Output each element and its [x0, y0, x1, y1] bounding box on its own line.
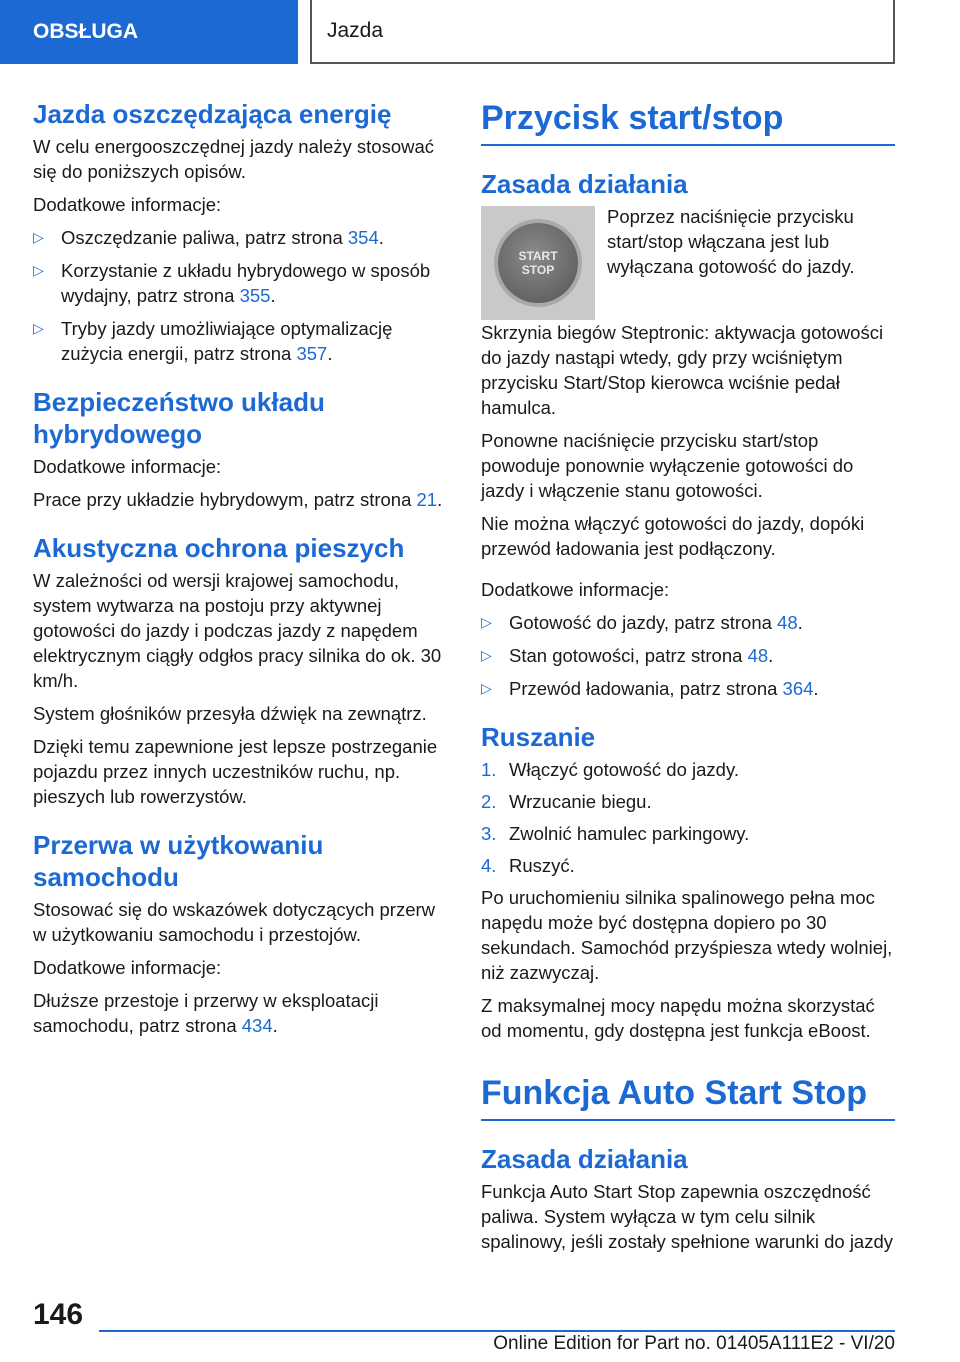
triangle-bullet-icon: ▷: [481, 680, 492, 696]
start-button-row: [481, 204, 895, 320]
break-heading: Przerwa w użytkowaniu samochodu: [33, 830, 324, 892]
principle-paragraph: Nie można włączyć gotowości do jazdy, dopóki przewód ładowania jest podłączony.: [481, 513, 865, 559]
eco-heading: Jazda oszczędzająca energię: [33, 99, 392, 129]
principle-paragraph: Ponowne naciśnięcie przycisku start/stop powoduje ponownie wyłączenie gotowości do jazdy i włączenie stanu gotowości.: [481, 430, 854, 501]
page-link[interactable]: 48: [777, 612, 798, 633]
break-paragraph: Stosować się do wskazówek dotyczących przerw w użytkowaniu samochodu i przestojów.: [33, 899, 436, 945]
auto-principle-heading: Zasada działania: [481, 1144, 688, 1174]
triangle-bullet-icon: ▷: [33, 262, 44, 278]
principle-paragraph: Poprzez naciśnięcie przycisku start/stop włączana jest lub wyłączana gotowość do jazdy.: [607, 206, 855, 277]
page-link[interactable]: 357: [296, 343, 328, 364]
page-link[interactable]: 364: [782, 678, 814, 699]
list-item: ▷ Gotowość do jazdy, patrz strona 48.: [481, 612, 803, 633]
list-item-text: Oszczędzanie paliwa, patrz strona: [61, 227, 348, 248]
triangle-bullet-icon: ▷: [33, 320, 44, 336]
list-item: ▷ Stan gotowości, patrz strona 48.: [481, 645, 774, 666]
page-link[interactable]: 21: [416, 489, 438, 510]
acoustic-paragraph: Dzięki temu zapewnione jest lepsze postrzeganie pojazdu przez innych uczestników ruchu, np. pieszych lub rowerzystów.: [33, 736, 438, 807]
step-item: 4. Ruszyć.: [481, 855, 575, 876]
list-item-text: Stan gotowości, patrz strona: [509, 645, 748, 666]
safety-paragraph: Prace przy układzie hybrydowym, patrz strona 21.: [33, 489, 443, 510]
drive-paragraph: Po uruchomieniu silnika spalinowego pełna moc napędu może być dostępna dopiero po 30 sekundach. Samochód przyśpiesza wtedy wolniej, niż zazwyczaj.: [481, 887, 893, 983]
drive-heading: Ruszanie: [481, 722, 596, 752]
page-number: 146: [33, 1298, 84, 1331]
drive-paragraph: Z maksymalnej mocy napędu można skorzystać od momentu, gdy dostępna jest funkcja eBoost.: [481, 995, 875, 1041]
list-item: ▷ Przewód ładowania, patrz strona 364.: [481, 678, 819, 699]
page-link[interactable]: 354: [347, 227, 379, 248]
acoustic-paragraph: W zależności od wersji krajowej samochodu, system wytwarza na postoju przy aktywnej gotowości do jazdy i podczas jazdy z napędem elektrycznym ciągły odgłos pracy silnika do ok. 30 km/h.: [33, 570, 442, 691]
section-tab: [0, 0, 298, 64]
list-item-text: Przewód ładowania, patrz strona: [509, 678, 783, 699]
start-stop-button-image: [481, 206, 595, 320]
safety-info-label: Dodatkowe informacje:: [33, 456, 222, 477]
footer-divider: [99, 1330, 895, 1332]
triangle-bullet-icon: ▷: [33, 229, 44, 245]
list-item: ▷ Korzystanie z układu hybrydowego w sposób wydajny, patrz strona 355.: [33, 260, 431, 306]
list-item-text: Tryby jazdy umożliwiające optymalizację zużycia energii, patrz strona: [61, 318, 393, 364]
auto-paragraph: Funkcja Auto Start Stop zapewnia oszczędność paliwa. System wyłącza w tym celu silnik spalinowy, jeśli zostały spełnione warunki do jazdy: [481, 1181, 894, 1252]
step-item: 1. Włączyć gotowość do jazdy.: [481, 759, 739, 780]
auto-start-stop-heading: Funkcja Auto Start Stop: [481, 1073, 895, 1121]
startstop-heading: Przycisk start/stop: [481, 98, 895, 146]
step-item: 2. Wrzucanie biegu.: [481, 791, 652, 812]
list-item-text: Korzystanie z układu hybrydowego w sposób wydajny, patrz strona: [61, 260, 431, 306]
principle-paragraph: Skrzynia biegów Steptronic: aktywacja gotowości do jazdy nastąpi wtedy, gdy przy wciśniętym przycisku Start/Stop kierowca wciśnie pedał hamulca.: [481, 322, 884, 418]
chapter-label: Jazda: [327, 19, 384, 42]
edition-text: Online Edition for Part no. 01405A111E2 - VI/20: [493, 1333, 895, 1354]
left-column: [33, 98, 447, 1046]
chapter-header: [310, 0, 895, 64]
start-stop-knob-icon: START STOP: [494, 219, 582, 307]
section-label: OBSŁUGA: [33, 20, 138, 43]
eco-info-label: Dodatkowe informacje:: [33, 194, 222, 215]
eco-paragraph: W celu energooszczędnej jazdy należy stosować się do poniższych opisów.: [33, 136, 435, 182]
triangle-bullet-icon: ▷: [481, 647, 492, 663]
list-item-text: Gotowość do jazdy, patrz strona: [509, 612, 778, 633]
page-link[interactable]: 434: [241, 1015, 273, 1036]
step-item: 3. Zwolnić hamulec parkingowy.: [481, 823, 750, 844]
right-column: [481, 98, 895, 1262]
principle-heading: Zasada działania: [481, 169, 688, 199]
safety-heading: Bezpieczeństwo układu hybrydowego: [33, 387, 325, 449]
break-info-label: Dodatkowe informacje:: [33, 957, 222, 978]
acoustic-heading: Akustyczna ochrona pieszych: [33, 533, 405, 563]
principle-info-label: Dodatkowe informacje:: [481, 579, 670, 600]
list-item: ▷ Tryby jazdy umożliwiające optymalizację zużycia energii, patrz strona 357.: [33, 318, 393, 364]
page-link[interactable]: 355: [239, 285, 271, 306]
list-item: ▷ Oszczędzanie paliwa, patrz strona 354.: [33, 227, 384, 248]
acoustic-paragraph: System głośników przesyła dźwięk na zewnątrz.: [33, 703, 427, 724]
triangle-bullet-icon: ▷: [481, 614, 492, 630]
page-link[interactable]: 48: [747, 645, 769, 666]
break-paragraph: Dłuższe przestoje i przerwy w eksploatacji samochodu, patrz strona 434.: [33, 990, 379, 1036]
